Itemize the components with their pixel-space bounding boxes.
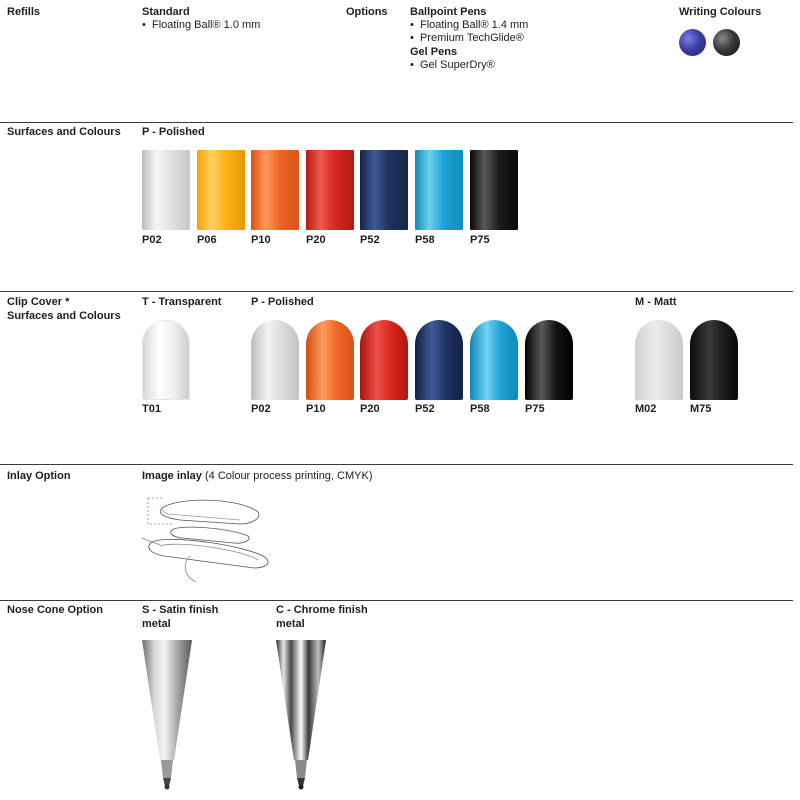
clip-polished-heading: P - Polished bbox=[251, 296, 314, 308]
clip-code: P20 bbox=[360, 403, 380, 415]
clip-cover-subtitle: Surfaces and Colours bbox=[7, 310, 121, 322]
ballpoint-heading: Ballpoint Pens bbox=[410, 6, 487, 18]
swatch-p10 bbox=[251, 150, 299, 230]
inlay-heading bbox=[142, 470, 372, 483]
ballpoint-item: • Premium TechGlide® bbox=[410, 32, 524, 45]
swatch-code: P52 bbox=[360, 234, 380, 246]
clip-cap-p02 bbox=[251, 320, 299, 400]
section-divider bbox=[0, 464, 793, 465]
swatch-code: P10 bbox=[251, 234, 271, 246]
clip-code: P75 bbox=[525, 403, 545, 415]
chrome-nose-cone-image bbox=[272, 640, 332, 795]
clip-cap-p52 bbox=[415, 320, 463, 400]
standard-heading: Standard bbox=[142, 6, 190, 18]
chrome-heading-line1: C - Chrome finish bbox=[276, 604, 368, 616]
swatch-p20 bbox=[306, 150, 354, 230]
swatch-p52 bbox=[360, 150, 408, 230]
options-label: Options bbox=[346, 6, 388, 18]
clip-cap-m02 bbox=[635, 320, 683, 400]
swatch-p58 bbox=[415, 150, 463, 230]
standard-item: • Floating Ball® 1.0 mm bbox=[142, 19, 260, 32]
nose-cone-section-title: Nose Cone Option bbox=[7, 604, 103, 616]
satin-heading-line2: metal bbox=[142, 618, 171, 630]
swatch-p75 bbox=[470, 150, 518, 230]
clip-cover-title: Clip Cover * bbox=[7, 296, 70, 308]
section-divider bbox=[0, 291, 793, 292]
clip-code: P02 bbox=[251, 403, 271, 415]
swatch-code: P58 bbox=[415, 234, 435, 246]
section-divider bbox=[0, 122, 793, 123]
chrome-heading-line2: metal bbox=[276, 618, 305, 630]
swatch-code: P75 bbox=[470, 234, 490, 246]
clip-code: M75 bbox=[690, 403, 712, 415]
gel-item: • Gel SuperDry® bbox=[410, 59, 495, 72]
swatch-code: P20 bbox=[306, 234, 326, 246]
clip-cap-p58 bbox=[470, 320, 518, 400]
polished-heading: P - Polished bbox=[142, 126, 205, 138]
swatch-code: P06 bbox=[197, 234, 217, 246]
clip-cap-p75 bbox=[525, 320, 573, 400]
satin-nose-cone-image bbox=[138, 640, 198, 795]
writing-colours-heading: Writing Colours bbox=[679, 6, 762, 18]
transparent-heading: T - Transparent bbox=[142, 296, 222, 308]
inlay-diagram-illustration bbox=[140, 490, 280, 590]
clip-code: T01 bbox=[142, 403, 161, 415]
surfaces-section-title: Surfaces and Colours bbox=[7, 126, 121, 138]
inlay-heading-bold: Image inlay bbox=[142, 470, 202, 482]
satin-heading-line1: S - Satin finish bbox=[142, 604, 219, 616]
writing-colour-black-dot bbox=[713, 29, 740, 56]
matt-heading: M - Matt bbox=[635, 296, 677, 308]
clip-cap-t01 bbox=[142, 320, 190, 400]
clip-cap-m75 bbox=[690, 320, 738, 400]
clip-code: P52 bbox=[415, 403, 435, 415]
swatch-code: P02 bbox=[142, 234, 162, 246]
writing-colour-blue-dot bbox=[679, 29, 706, 56]
inlay-heading-rest: (4 Colour process printing, CMYK) bbox=[201, 470, 373, 482]
swatch-p06 bbox=[197, 150, 245, 230]
clip-code: P10 bbox=[306, 403, 326, 415]
inlay-section-title: Inlay Option bbox=[7, 470, 71, 482]
clip-cap-p20 bbox=[360, 320, 408, 400]
refills-section-title: Refills bbox=[7, 6, 41, 18]
clip-code: M02 bbox=[635, 403, 657, 415]
section-divider bbox=[0, 600, 793, 601]
clip-cap-p10 bbox=[306, 320, 354, 400]
clip-code: P58 bbox=[470, 403, 490, 415]
ballpoint-item: • Floating Ball® 1.4 mm bbox=[410, 19, 528, 32]
gel-heading: Gel Pens bbox=[410, 46, 458, 58]
swatch-p02 bbox=[142, 150, 190, 230]
